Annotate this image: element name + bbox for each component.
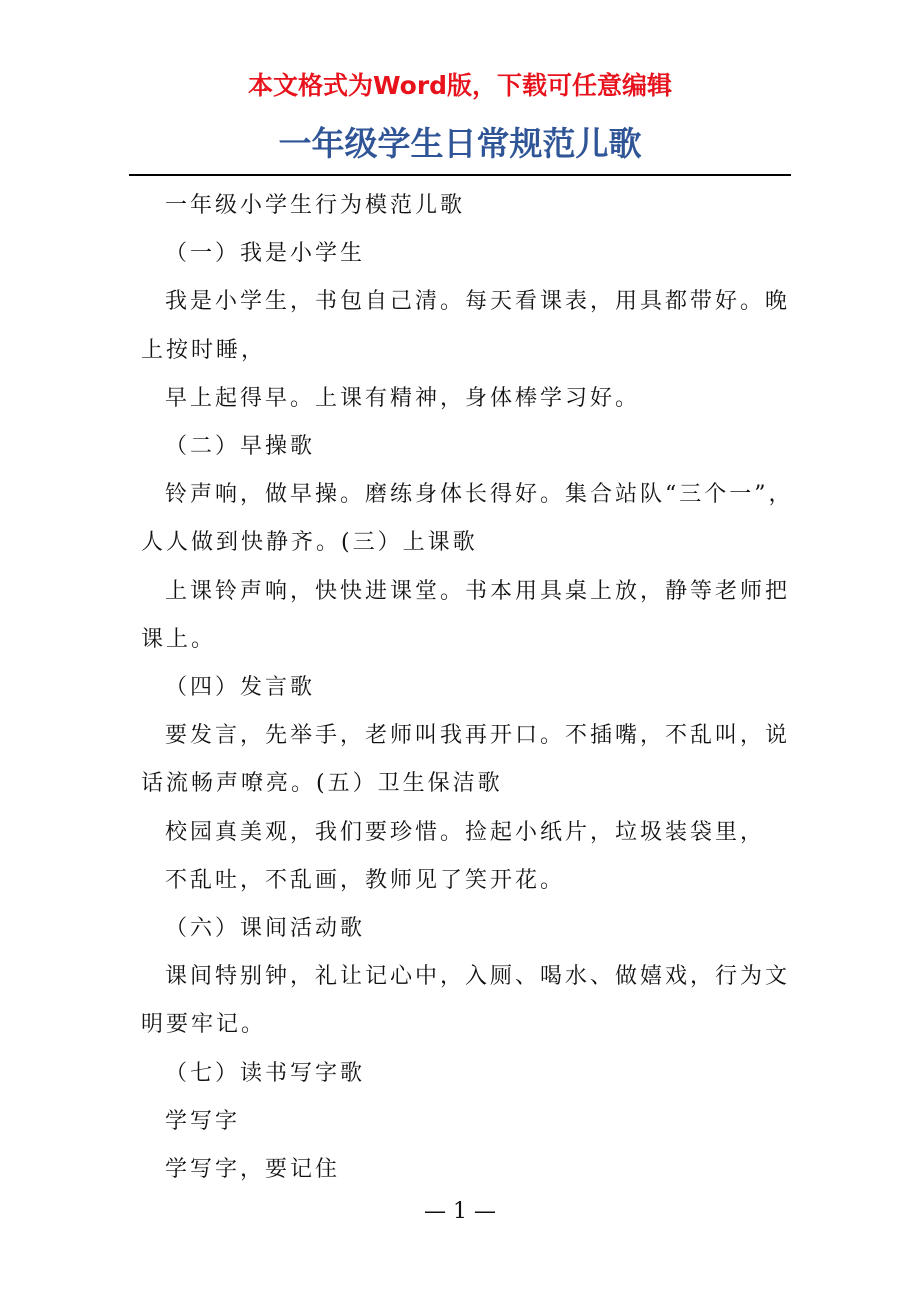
section-heading: （四）发言歌: [165, 675, 316, 701]
format-notice: 本文格式为Word版，下载可任意编辑: [247, 71, 673, 100]
paragraph-line: 课间特别钟，礼让记心中，入厕、喝水、做嬉戏，行为文: [165, 964, 791, 990]
section-heading: （六）课间活动歌: [165, 916, 366, 942]
paragraph-line: 学写字，要记住: [165, 1157, 341, 1183]
paragraph-line: 要发言，先举手，老师叫我再开口。不插嘴，不乱叫，说: [165, 723, 791, 749]
paragraph-line: 校园真美观，我们要珍惜。捡起小纸片，垃圾装袋里，: [165, 819, 766, 845]
subtitle-line: 一年级小学生行为模范儿歌: [165, 193, 466, 218]
paragraph-line: 课上。: [141, 626, 217, 652]
paragraph-line: 不乱吐，不乱画，教师见了笑开花。: [165, 867, 566, 893]
document-title: 一年级学生日常规范儿歌: [278, 124, 642, 163]
document-body: [141, 182, 796, 1194]
section-heading: （一）我是小学生: [165, 241, 366, 267]
paragraph-line: 人人做到快静齐。(三）上课歌: [141, 530, 478, 556]
paragraph-line: 早上起得早。上课有精神，身体棒学习好。: [165, 385, 641, 411]
paragraph-line: 我是小学生，书包自己清。每天看课表，用具都带好。晚: [165, 289, 791, 315]
paragraph-line: 铃声响，做早操。磨练身体长得好。集合站队“三个一”，: [165, 482, 794, 508]
paragraph-line: 明要牢记。: [141, 1012, 267, 1038]
paragraph-line: 学写字: [165, 1108, 241, 1134]
paragraph-line: 话流畅声嘹亮。(五）卫生保洁歌: [141, 771, 503, 797]
paragraph-line: 上课铃声响，快快进课堂。书本用具桌上放，静等老师把: [165, 578, 791, 604]
page-number: — 1 —: [424, 1199, 496, 1224]
paragraph-line: 上按时睡，: [141, 337, 267, 363]
section-heading: （二）早操歌: [165, 434, 316, 460]
title-divider: [129, 174, 791, 176]
section-heading: （七）读书写字歌: [165, 1060, 366, 1086]
